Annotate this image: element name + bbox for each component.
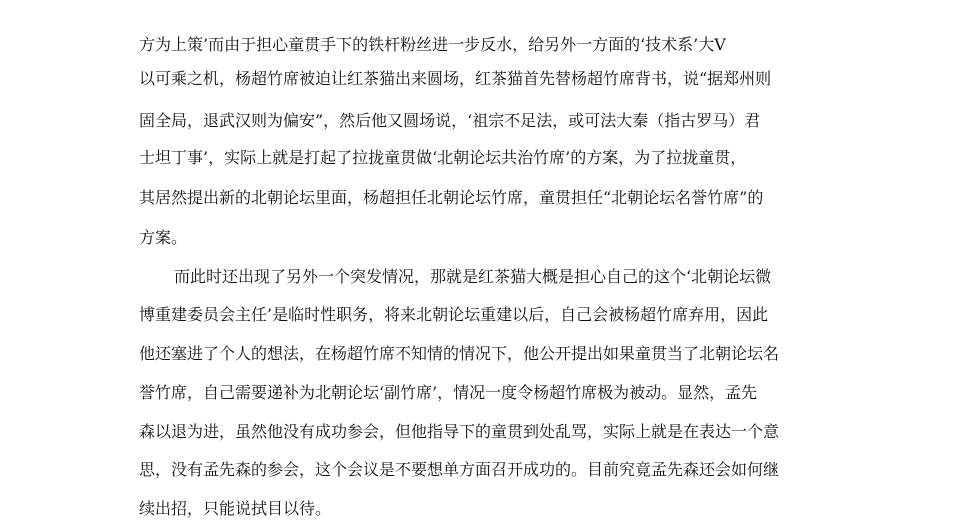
text-line-1: 方为上策’而由于担心童贯手下的铁杆粉丝进一步反水，给另外一方面的‘技术系’大V	[139, 35, 726, 54]
text-line-2: 以可乘之机，杨超竹席被迫让红茶猫出来圆场，红茶猫首先替杨超竹席背书，说“据郑州则	[139, 69, 772, 88]
text-line-8: 博重建委员会主任’是临时性职务，将来北朝论坛重建以后，自己会被杨超竹席弃用，因此	[139, 305, 769, 324]
text-line-9: 他还塞进了个人的想法，在杨超竹席不知情的情况下，他公开提出如果童贯当了北朝论坛名	[139, 344, 780, 363]
text-line-6: 方案。	[139, 228, 188, 247]
text-line-11: 森以退为进，虽然他没有成功参会，但他指导下的童贯到处乱骂，实际上就是在表达一个意	[139, 422, 780, 441]
text-line-12: 思，没有孟先森的参会，这个会议是不要想单方面召开成功的。目前究竟孟先森还会如何继	[139, 460, 780, 479]
text-line-13: 续出招，只能说拭目以待。	[139, 499, 332, 518]
text-line-5: 其居然提出新的北朝论坛里面，杨超担任北朝论坛竹席，童贯担任“北朝论坛名誉竹席”的	[139, 188, 764, 207]
text-line-4: 士坦丁事’，实际上就是打起了拉拢童贯做‘北朝论坛共治竹席’的方案，为了拉拢童贯，	[139, 148, 747, 167]
text-line-3: 固全局，退武汉则为偏安”，然后他又圆场说，‘祖宗不足法，或可法大秦（指古罗马）君	[139, 111, 761, 130]
text-line-10: 誉竹席，自己需要递补为北朝论坛‘副竹席’，情况一度令杨超竹席极为被动。显然，孟先	[139, 383, 758, 402]
text-line-7: 而此时还出现了另外一个突发情况，那就是红茶猫大概是担心自己的这个‘北朝论坛微	[174, 267, 772, 286]
